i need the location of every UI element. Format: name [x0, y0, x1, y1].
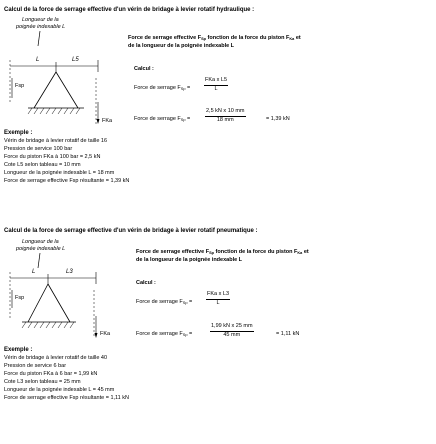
s2-description: Force de serrage effective $F_{Sp}$ fonction de la force du piston $F_{Ka}$ et	[136, 249, 309, 255]
s1-formula-2-denominator: 18 mm	[216, 116, 234, 123]
s2-l3-label: L3	[66, 269, 73, 275]
s1-description: Force de serrage effective $F_{Sp}$ fonction de la force du piston $F_{Ka}$ et	[128, 35, 301, 41]
s1-example-title: Exemple :	[4, 130, 33, 136]
s2-example-line: Force du piston FKa à 6 bar = 1,99 kN	[4, 371, 98, 377]
s2-example-line: Cote L3 selon tableau = 25 mm	[4, 379, 81, 385]
s2-formula-2-fraction	[210, 324, 254, 338]
s2-length-label-1: Longueur de la	[22, 239, 59, 245]
s2-example-line: Longueur de la poignée indexable L = 45 mm	[4, 387, 115, 393]
s1-fsp-label: Fsp	[15, 83, 25, 89]
s1-example-line: Force de serrage effective Fsp résultante = 1,39 kN	[4, 178, 130, 184]
s2-formula-1-label: Force de serrage $F_{Sp}$ =	[136, 299, 193, 305]
s1-formula-2-result: = 1,39 kN	[266, 116, 290, 122]
s2-example-line: Force de serrage effective Fsp résultante = 1,11 kN	[4, 395, 129, 401]
s2-formula-1-fraction	[206, 292, 230, 306]
s2-description-line2: de la longueur de la poignée indexable L	[136, 257, 243, 263]
section1-title: Calcul de la force de serrage effective d'un vérin de bridage à levier rotatif hydraulique :	[4, 7, 255, 13]
s2-formula-2-result: = 1,11 kN	[276, 331, 300, 337]
s1-example-line: Vérin de bridage à levier rotatif de taille 16	[4, 138, 108, 144]
s1-l-label: L	[36, 57, 40, 63]
s1-length-label-2: poignée indexable L	[16, 24, 66, 30]
s2-formula-2-label: Force de serrage $F_{Sp}$ =	[136, 331, 193, 337]
s1-l5-label: L5	[72, 57, 79, 63]
s2-formula-1-denominator: L	[216, 299, 220, 306]
s1-formula-1-denominator: L	[214, 85, 218, 92]
s1-fka-label: FKa	[102, 118, 113, 124]
s1-formula-2-fraction	[205, 109, 246, 123]
s1-formula-2-numerator: 2,5 kN x 10 mm	[205, 109, 246, 117]
s2-example-title: Exemple :	[4, 347, 33, 353]
s2-example-line: Vérin de bridage à levier rotatif de taille 40	[4, 355, 108, 361]
s1-formula-1-fraction	[204, 78, 228, 92]
s1-formula-1-numerator: FKa x L5	[204, 78, 228, 86]
s1-example-line: Longueur de la poignée indexable L = 18 mm	[4, 170, 115, 176]
s1-example-line: Force du piston FKa à 100 bar = 2,5 kN	[4, 154, 101, 160]
s1-formula-1-label: Force de serrage $F_{Sp}$ =	[134, 85, 191, 91]
s1-description-line2: de la longueur de la poignée indexable L	[128, 43, 235, 49]
s2-formula-2-denominator: 45 mm	[223, 331, 241, 338]
s2-example-line: Pression de service 6 bar	[4, 363, 67, 369]
s1-example-line: Pression de service 100 bar	[4, 146, 73, 152]
section2-title: Calcul de la force de serrage effective d'un vérin de bridage à levier rotatif pneumatique :	[4, 228, 258, 234]
s1-calcul-label: Calcul :	[134, 66, 154, 72]
s2-fka-label: FKa	[100, 331, 111, 337]
s2-length-label-2: poignée indexable L	[16, 246, 66, 252]
s2-fsp-label: Fsp	[15, 295, 25, 301]
s2-calcul-label: Calcul :	[136, 280, 156, 286]
s1-example-line: Cote L5 selon tableau = 10 mm	[4, 162, 81, 168]
s1-length-label-1: Longueur de la	[22, 17, 59, 23]
s2-l-label: L	[32, 269, 36, 275]
s2-formula-2-numerator: 1,99 kN x 25 mm	[210, 324, 254, 332]
s1-formula-2-label: Force de serrage $F_{Sp}$ =	[134, 116, 191, 122]
s2-formula-1-numerator: FKa x L3	[206, 292, 230, 300]
